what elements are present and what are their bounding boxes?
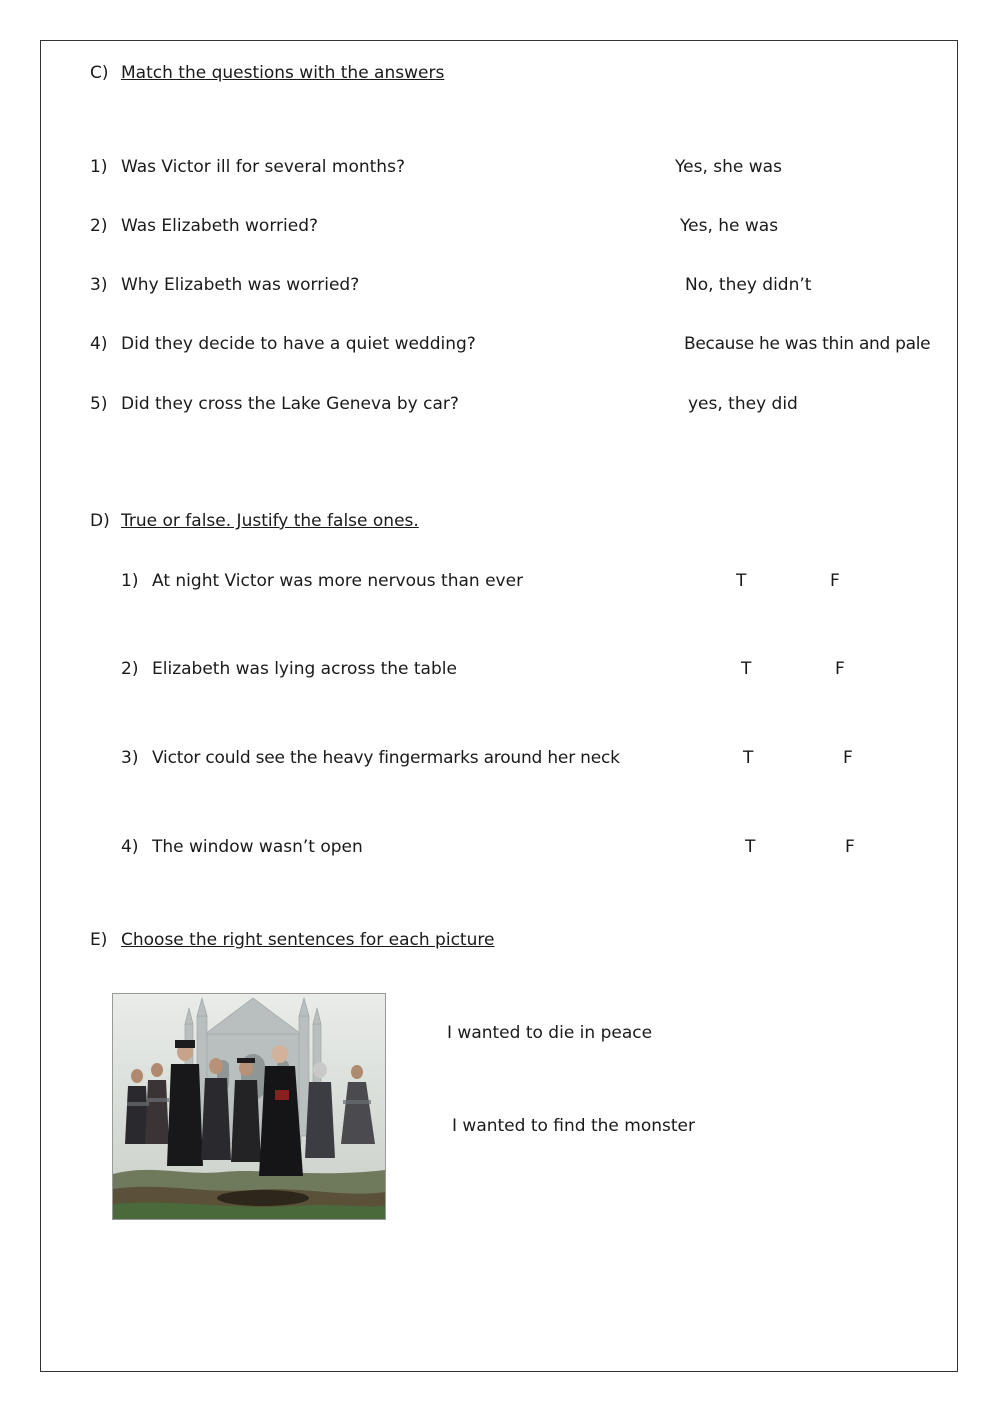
statement-text: Elizabeth was lying across the table [152,659,457,679]
true-option: T [743,748,754,768]
answer-option: Yes, he was [680,216,779,236]
statement-text: Victor could see the heavy fingermarks around her neck [152,748,620,768]
answer-option: Yes, she was [675,157,782,177]
picture-sentence-option: I wanted to find the monster [452,1116,695,1136]
true-option: T [745,837,756,857]
section-d-title: True or false. Justify the false ones. [121,511,419,531]
question-number: 1) [90,157,108,177]
answer-option: yes, they did [688,394,798,414]
question-number: 2) [90,216,108,236]
true-option: T [741,659,752,679]
funeral-illustration-icon [112,993,386,1220]
statement-number: 3) [121,748,139,768]
question-text: Did they cross the Lake Geneva by car? [121,394,459,414]
question-number: 4) [90,334,108,354]
question-text: Was Victor ill for several months? [121,157,405,177]
question-number: 3) [90,275,108,295]
statement-number: 1) [121,571,139,591]
answer-option: No, they didn’t [685,275,812,295]
question-number: 5) [90,394,108,414]
section-e-title: Choose the right sentences for each picture [121,930,495,950]
statement-text: The window wasn’t open [152,837,363,857]
picture-sentence-option: I wanted to die in peace [447,1023,653,1043]
false-option: F [830,571,840,591]
true-option: T [736,571,747,591]
false-option: F [843,748,853,768]
section-e-letter: E) [90,930,108,950]
statement-text: At night Victor was more nervous than ever [152,571,524,591]
statement-number: 2) [121,659,139,679]
section-d-letter: D) [90,511,110,531]
false-option: F [845,837,855,857]
statement-number: 4) [121,837,139,857]
false-option: F [835,659,845,679]
section-c-letter: C) [90,63,109,83]
answer-option: Because he was thin and pale [684,334,931,354]
question-text: Was Elizabeth worried? [121,216,319,236]
section-c-title: Match the questions with the answers [121,63,445,83]
question-text: Did they decide to have a quiet wedding? [121,334,476,354]
question-text: Why Elizabeth was worried? [121,275,360,295]
